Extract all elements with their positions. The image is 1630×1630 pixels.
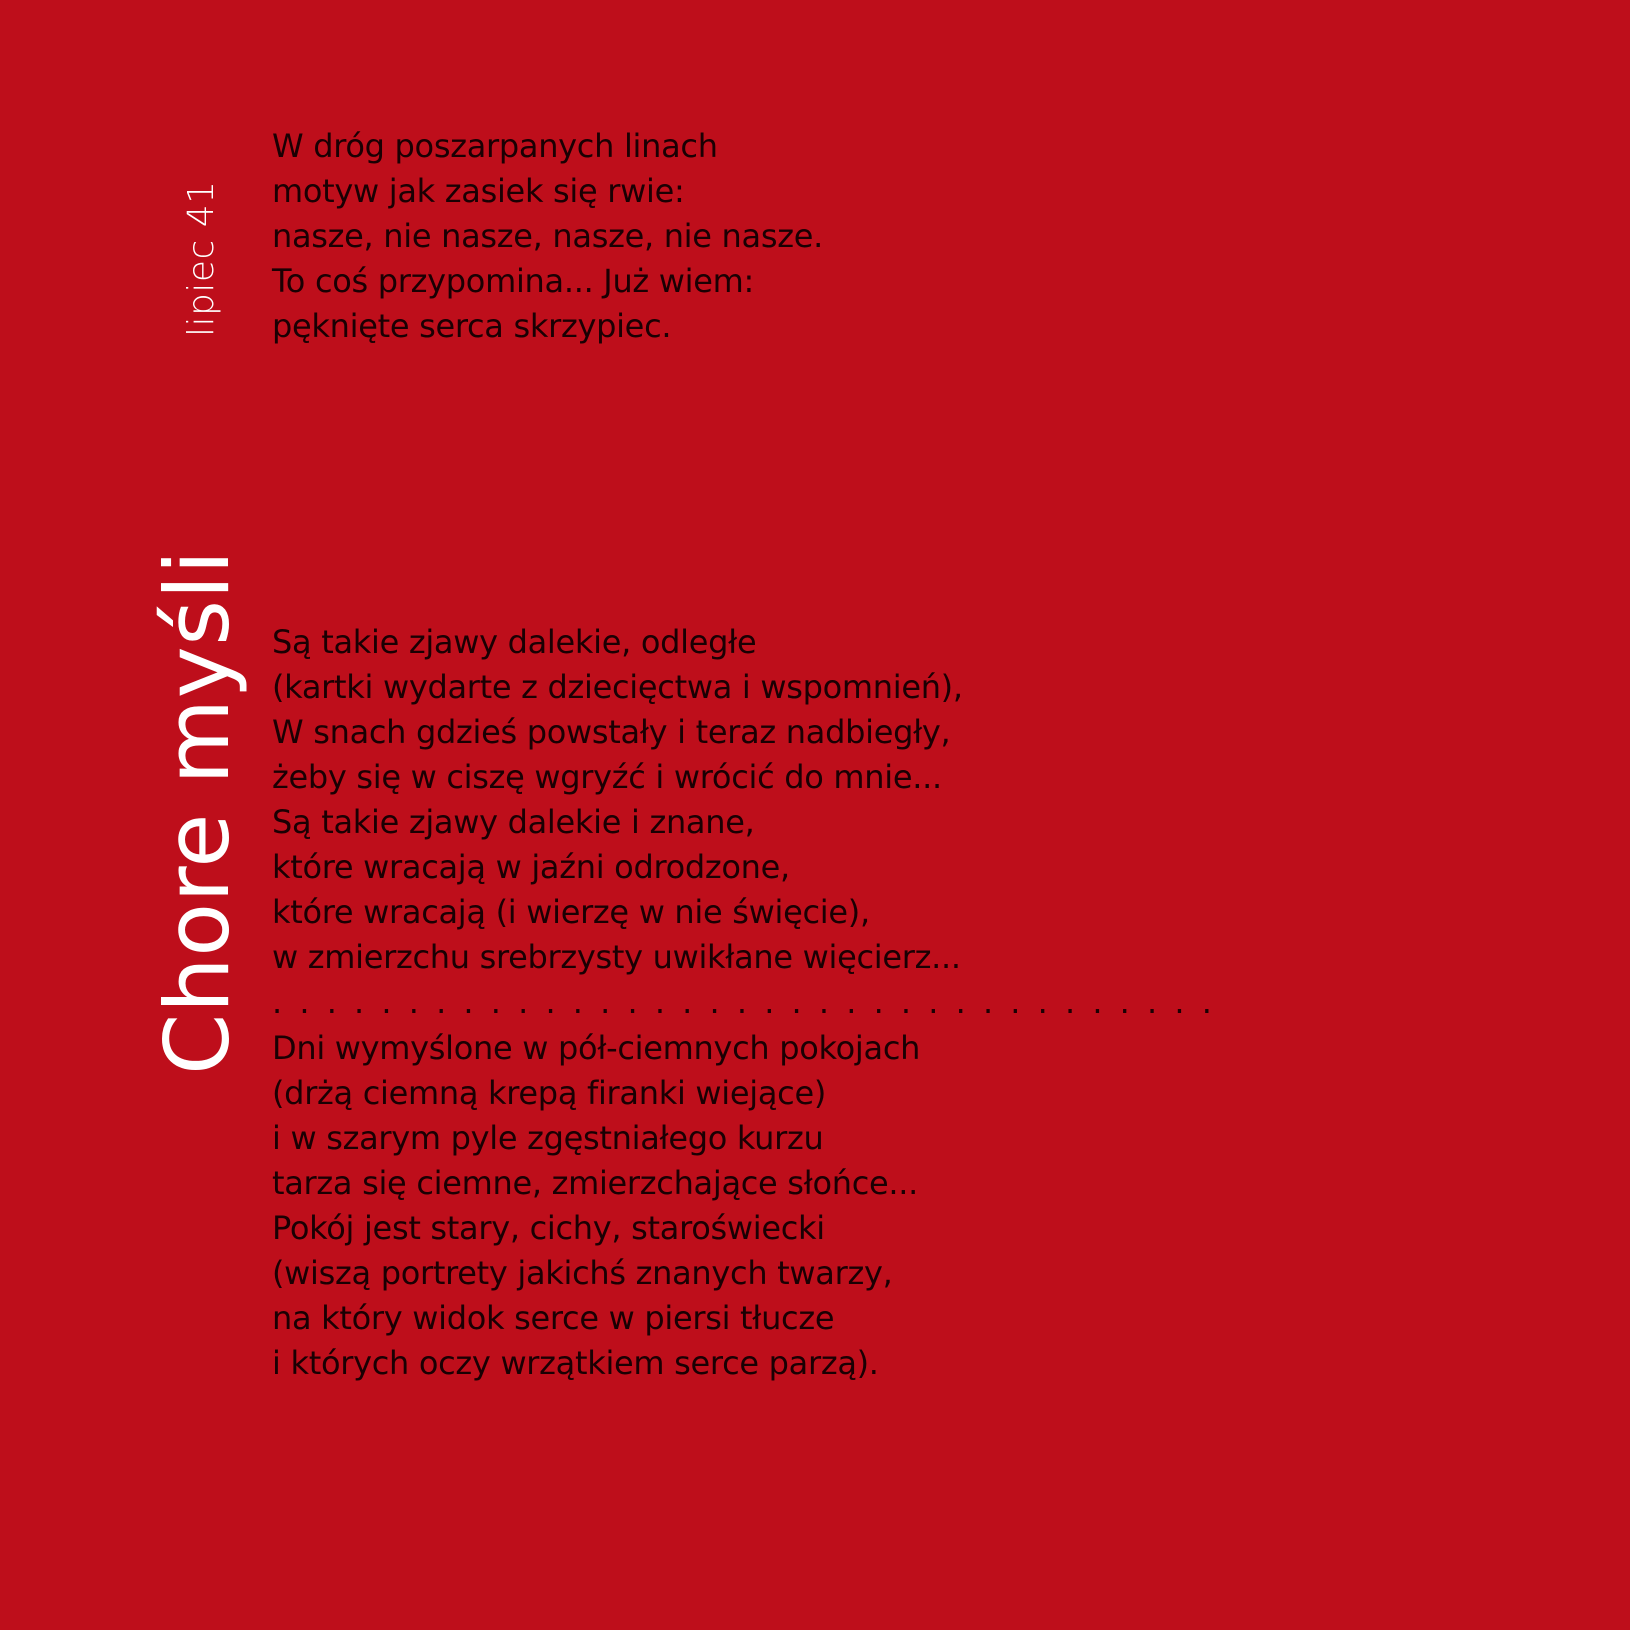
stanza-1: [272, 124, 823, 349]
poem-line: Pokój jest stary, cichy, staroświecki: [272, 1209, 825, 1247]
date-label: lipiec 41: [181, 180, 222, 337]
stanza-3: [272, 1026, 920, 1386]
poem-line: motyw jak zasiek się rwie:: [272, 172, 685, 210]
poem-line: W snach gdzieś powstały i teraz nadbiegły,: [272, 713, 951, 751]
poem-line: które wracają (i wierzę w nie święcie),: [272, 893, 870, 931]
poem-line: które wracają w jaźni odrodzone,: [272, 848, 790, 886]
poem-line: i których oczy wrzątkiem serce parzą).: [272, 1344, 879, 1382]
poem-line: Są takie zjawy dalekie, odległe: [272, 623, 757, 661]
poem-line: tarza się ciemne, zmierzchające słońce...: [272, 1164, 919, 1202]
poem-line: w zmierzchu srebrzysty uwikłane więcierz...: [272, 938, 961, 976]
poem-line: żeby się w ciszę wgryźć i wrócić do mnie...: [272, 758, 942, 796]
dotted-separator: . . . . . . . . . . . . . . . . . . . . . . . . . . . . . . . . . . .: [272, 983, 1216, 1021]
poem-title: Chore myśli: [146, 549, 249, 1075]
poem-line: i w szarym pyle zgęstniałego kurzu: [272, 1119, 824, 1157]
poem-line: Są takie zjawy dalekie i znane,: [272, 803, 755, 841]
poem-line: (drżą ciemną krepą firanki wiejące): [272, 1074, 827, 1112]
poem-line: nasze, nie nasze, nasze, nie nasze.: [272, 217, 823, 255]
poem-line: To coś przypomina... Już wiem:: [272, 262, 755, 300]
poem-line: W dróg poszarpanych linach: [272, 127, 718, 165]
poem-line: na który widok serce w piersi tłucze: [272, 1299, 835, 1337]
poem-line: pęknięte serca skrzypiec.: [272, 307, 672, 345]
poem-line: Dni wymyślone w pół-ciemnych pokojach: [272, 1029, 921, 1067]
poem-line: (kartki wydarte z dziecięctwa i wspomnień),: [272, 668, 963, 706]
poem-line: (wiszą portrety jakichś znanych twarzy,: [272, 1254, 893, 1292]
stanza-2: [272, 620, 963, 980]
